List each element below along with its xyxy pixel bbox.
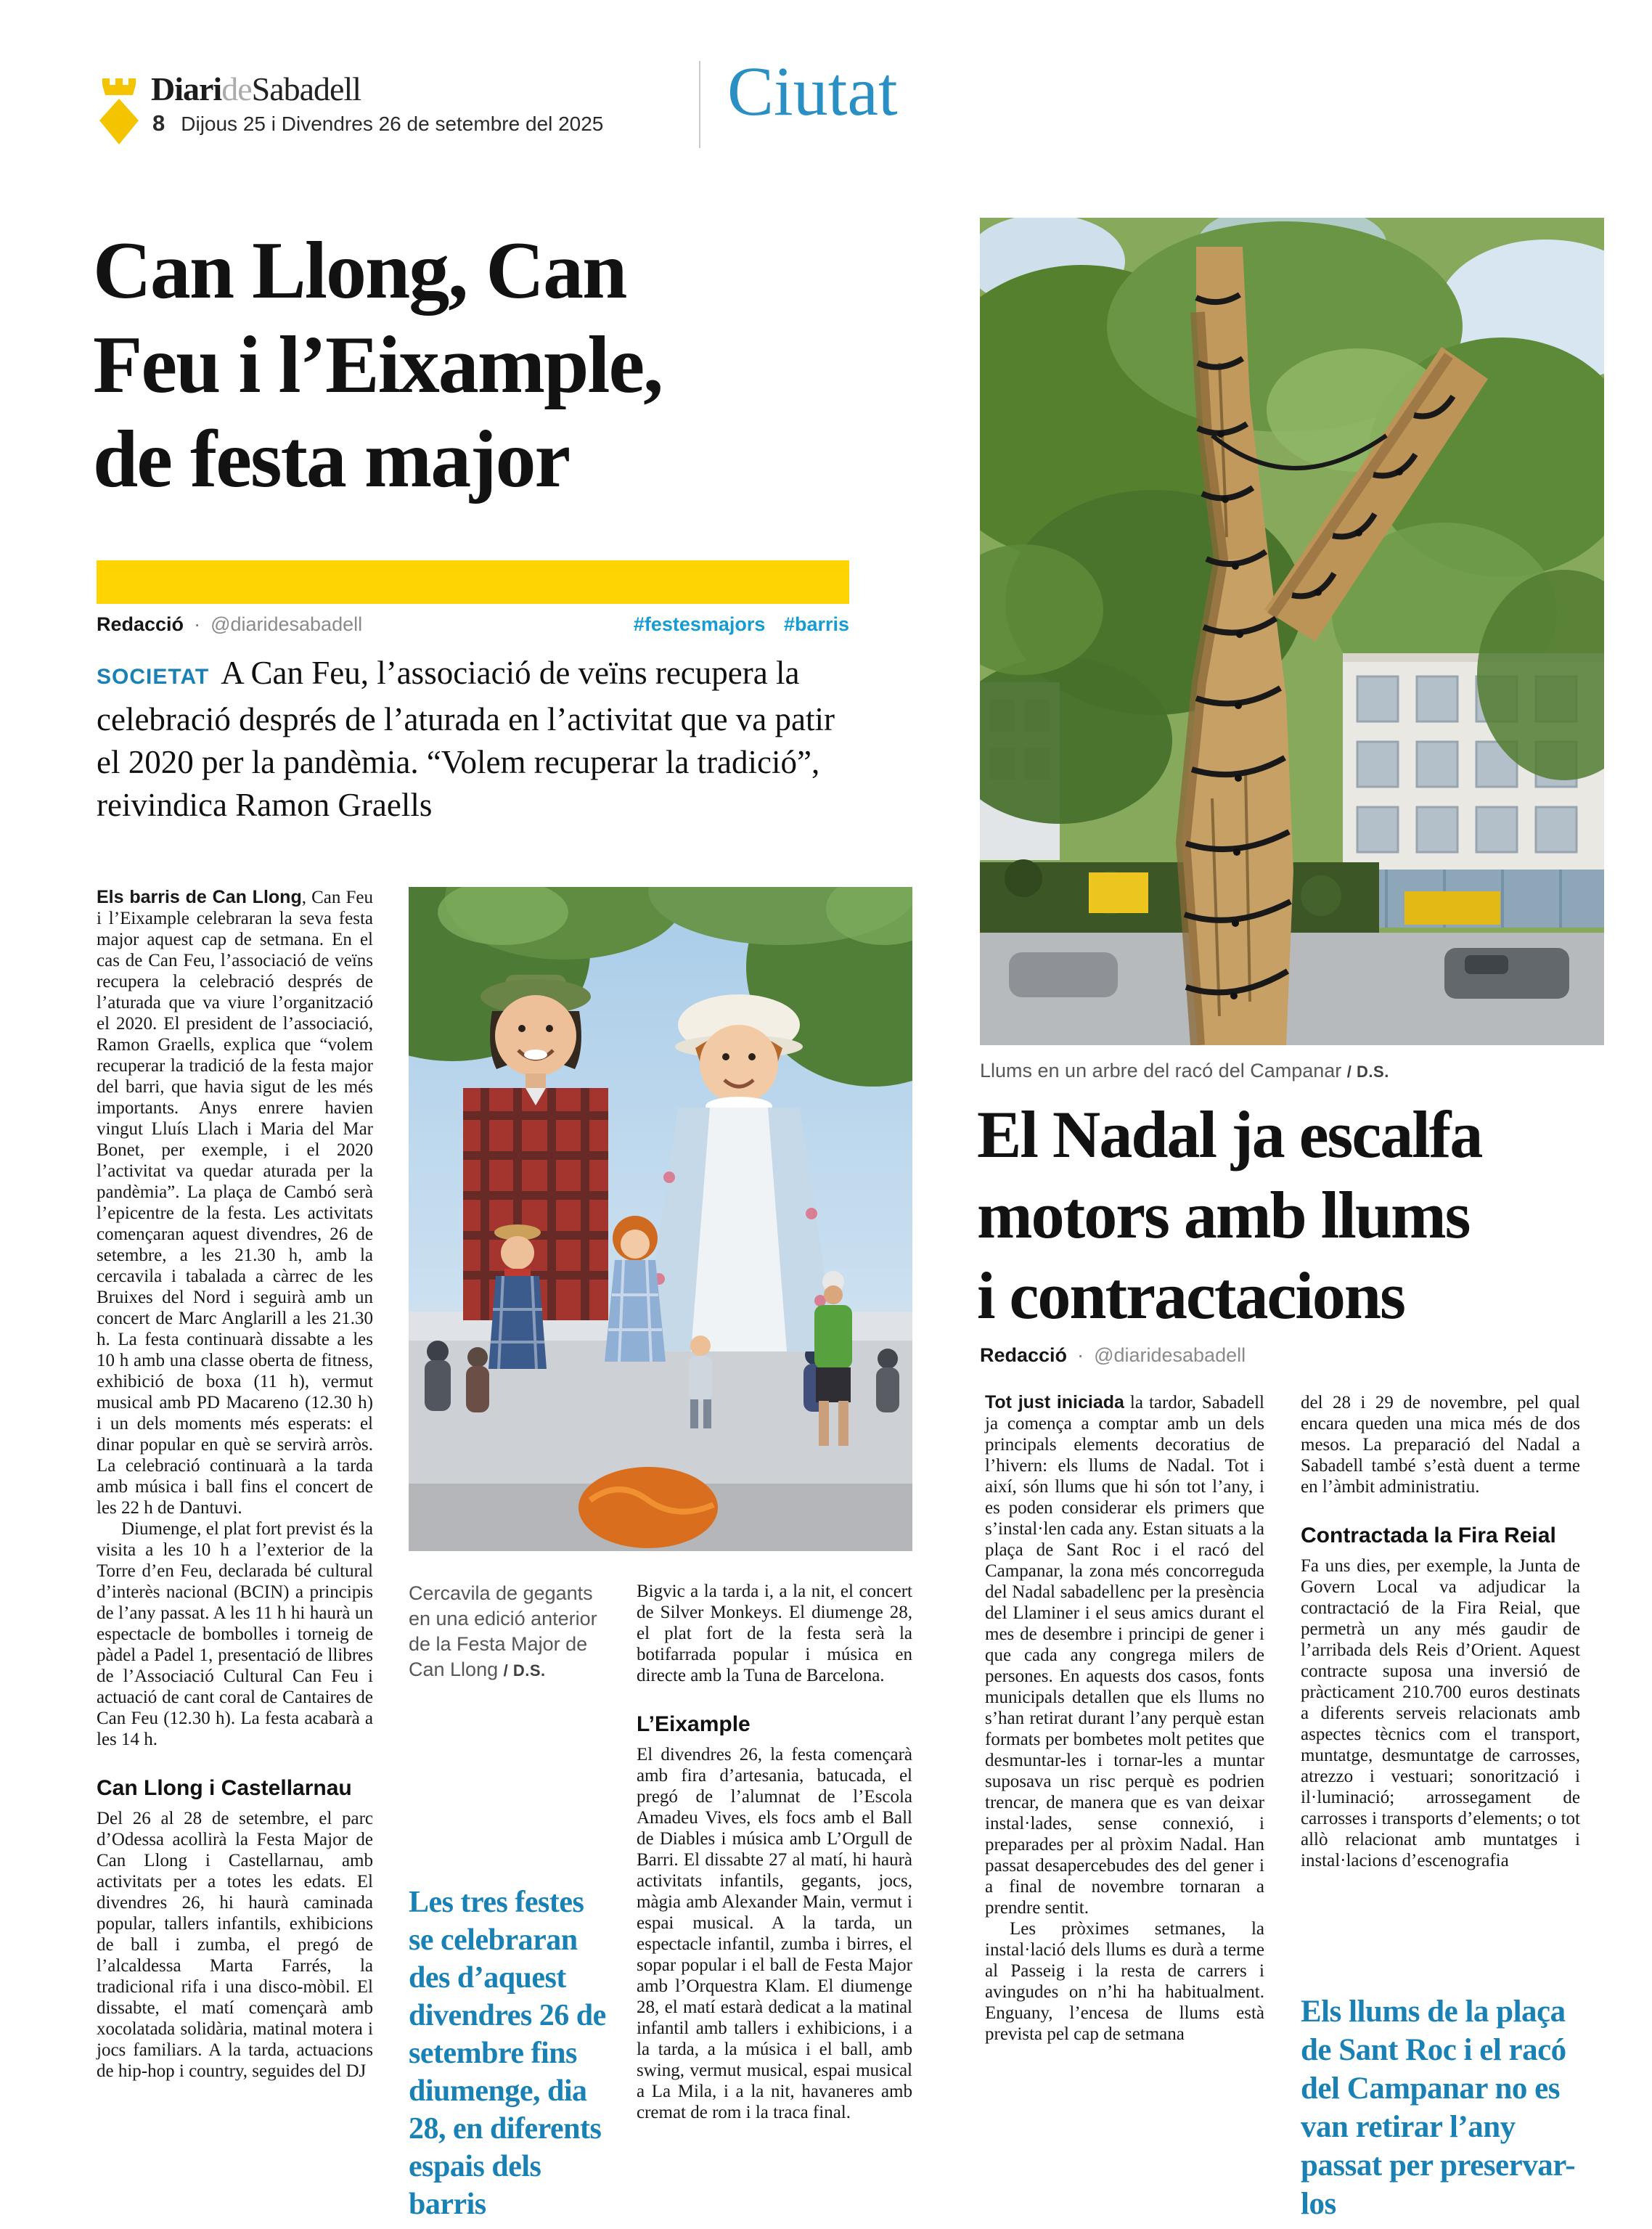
edition-date: Dijous 25 i Divendres 26 de setembre del 2025 [181,113,604,135]
left-article-column-1 [97,887,373,2082]
caption-text: Llums en un arbre del racó del Campanar [980,1060,1342,1081]
byline [97,613,362,636]
photo-credit: / D.S. [503,1661,546,1680]
hashtags [621,613,849,636]
subhead-can-llong-castellarnau: Can Llong i Castellarnau [97,1776,352,1800]
right-photo-caption [980,1058,1604,1084]
body-paragraph: Del 26 al 28 de setembre, el parc d’Odessa acollirà la Festa Major de Can Llong i Castellarnau, amb activitats per a totes les edats. El divendres 26, hi haurà caminada popular, tallers infantils, exhibicions de ball i zumba, el pregó de l’alcaldessa Marta Farrés, la tradicional rifa i una disco-mòbil. El dissabte, el matí començarà amb xocolatada solidària, matinal motera i jocs familiars. A la tarda, actuacions de hip-hop i country, seguides del DJ [97,1809,373,2081]
body-paragraph: Les pròximes setmanes, la instal·lació dels llums es durà a terme al Passeig i la resta de carrers i avingudes on n’hi ha habitualment. Enguany, l’encesa de llums està prevista pel cap de setmana [985,1919,1264,2044]
left-article-column-3 [637,1581,912,2123]
body-paragraph: Diumenge, el plat fort previst és la visita a les 10 h a l’exterior de la Torre d’en Feu, declarada bé cultural d’interès nacional (BCIN) a principis de l’any passat. A les 11 h hi haurà un espectacle de bombolles i torneig de pàdel a Padel 1, presentació de llibres de l’Associació Cultural Can Feu i actuació de cant coral de Cantaires de Can Feu (12.30 h). La festa acabarà a les 14 h. [97,1519,373,1749]
subhead-eixample: L’Eixample [637,1712,751,1736]
left-article-lead [97,652,863,827]
body-paragraph [985,1392,1264,1918]
right-byline-row [980,1344,1246,1367]
tree-lights-photo [980,218,1604,1045]
subhead-fira-reial: Contractada la Fira Reial [1301,1524,1556,1547]
body-paragraph [97,887,373,1518]
hashtag-barris[interactable]: #barris [783,613,849,635]
body-paragraph: Bigvic a la tarda i, a la nit, el concert de Silver Monkeys. El diumenge 28, el plat fort de la festa serà la botifarrada popular i música en directe amb la Tuna de Barcelona. [637,1582,912,1685]
body-paragraph: El divendres 26, la festa començarà amb fira d’artesania, batucada, el pregó de l’alumnat de l’Escola Amadeu Vives, els focs amb el Ball de Diables i música amb L’Orgull de Barri. El dissabte 27 al matí, hi haurà activitats infantils, gegants, jocs, màgia amb Alexander Main, vermut i espai musical. A la tarda, un espectacle infantil, zumba i birres, el sopar popular i el ball de Festa Major amb l’Orquestra Klam. El diumenge 28, el matí estarà dedicat a la matinal infantil amb tallers i exhibicions, i a la tarda, a la música i el ball, amb swing, vermut musical, espai musical a La Mila, i a la nit, havaneres amb cremat de rom i la traca final. [637,1745,912,2122]
left-photo-caption [409,1581,610,1683]
headline-line: Feu i l’Eixample, [93,320,663,410]
byline-separator: · [194,613,201,635]
photo-credit: / D.S. [1346,1063,1389,1081]
headline-line: motors amb llums [977,1178,1470,1252]
crest-icon [97,78,142,149]
gegant-girl-small [605,1216,666,1362]
paragraph-text: , Can Feu i l’Eixample celebraran la seva festa major aquest cap de setmana. En el cas de Can Feu, l’associació de veïns recupera la celebració després de l’aturada que va viure l’organització el 2020. El president de l’associació, Ramon Graells, explica que “volem recuperar la tradició de la festa major del barri, que havia sigut de les més importants. Anys enrere havien vingut Lluís Llach i Maria del Mar Bonet, per exemple, i el 2020 l’activitat va quedar aturada per la pandèmia”. La plaça de Cambó serà l’epicentre de la festa. Les activitats començaran aquest divendres, 26 de setembre, a les 21.30 h, amb la cercavila i tabalada a càrrec de les Bruixes del Nord i seguirà amb un concert de Marc Anglarill a les 21.30 h. La festa continuarà dissabte a les 10 h amb una classe oberta de fitness, exhibició de boxa (11 h), vermut musical amb PD Macareno (12.30 h) i un dels moments més esperats: el dinar popular en què se servirà arròs. La celebració continuarà a la tarda amb música i ball fins el concert de les 22 h de Dantuvi. [97,888,373,1518]
paragraph-lead-in: Tot just iniciada [985,1392,1124,1412]
brand-sabadell: Sabadell [251,70,361,107]
right-article-column-1 [985,1392,1264,2045]
body-paragraph: Fa uns dies, per exemple, la Junta de Govern Local va adjudicar la contractació de la Fira Reial, que permetrà un any més gaudir de l’arribada dels Reis d’Orient. Aquest contracte suposa una inversió de pràcticament 210.700 euros destinats a diferents serveis relacionats amb aspectes tècnics com el transport, muntatge, desmuntatge de carrosses, atrezzo i vestuari; sonorització i il·luminació; arrossegament de carrosses i transports d’elements; o tot allò relacionat amb muntatges i instal·lacions d’escenografia [1301,1556,1580,1870]
brand-diari: Diari [151,70,222,107]
left-byline-row [97,613,849,636]
headline-line: i contractacions [977,1259,1404,1333]
folio-line [152,110,603,136]
left-article-headline [93,224,913,507]
hashtag-festesmajors[interactable]: #festesmajors [633,613,766,635]
caption-text: Cercavila de gegants en una edició anterior de la Festa Major de Can Llong [409,1582,597,1680]
paragraph-lead-in: Els barris de Can Llong [97,887,302,907]
page-number: 8 [152,110,165,136]
lead-text: A Can Feu, l’associació de veïns recupera la celebració després de l’aturada en l’activitat que va patir el 2020 per la pandèmia. “Volem recuperar la tradició”, reivindica Ramon Graells [97,655,835,823]
highlight-bar [97,560,849,604]
headline-line: El Nadal ja escalfa [977,1097,1482,1171]
gegants-photo-illustration [409,887,912,1551]
byline-separator: · [1077,1344,1084,1366]
left-pull-quote: Les tres festes se celebraran des d’aquest divendres 26 de setembre fins diumenge, dia 28, en diferents espais dels barris [409,1886,606,2221]
right-article-column-2 [1301,1392,1580,1871]
right-pull-quote: Els llums de la plaça de Sant Roc i el racó del Campanar no es van retirar l’any passat per preservar-los [1301,1995,1576,2221]
brand-de: de [221,70,252,107]
headline-line: de festa major [93,414,570,504]
paragraph-text: la tardor, Sabadell ja comença a comptar amb un dels principals elements decoratius de l’hivern: els llums de Nadal. Tot i així, són llums que hi són tot l’any, i es poden considerar els primers que s’instal·len cada any. Estan situats a la plaça de Sant Roc i el racó del Campanar, la zona més concorreguda del Nadal sabadellenc per la presència del Llaminer i el seus amics durant el mes de desembre i principi de gener i que cada any congrega milers de persones. En aquests dos casos, fonts municipals detallen que els llums no s’han retirat durant l’any perquè estan formats per bombetes molt petites que desmuntar-les i tornar-les a muntar suposava un risc perquè es podrien trencar, de manera que es van deixar instal·lades, sense connexió, i preparades per al pròxim Nadal. Han passat desapercebudes des del gener i a final de novembre tornaran a prendre sentit. [985,1393,1264,1918]
byline-handle[interactable]: @diaridesabadell [210,613,363,635]
byline-author: Redacció [980,1344,1068,1366]
section-divider [699,61,700,148]
byline-author: Redacció [97,613,184,635]
right-article-headline [977,1095,1616,1336]
masthead-brand [151,70,361,108]
kicker-label: SOCIETAT [97,665,210,689]
section-title: Ciutat [727,52,898,130]
body-paragraph: del 28 i 29 de novembre, pel qual encara queden una mica més de dos mesos. La preparació del Nadal a Sabadell també s’està duent a terme en l’àmbit administratiu. [1301,1393,1580,1497]
byline-handle[interactable]: @diaridesabadell [1094,1344,1246,1366]
gegants-photo [409,887,912,1551]
headline-line: Can Llong, Can [93,226,626,316]
tree-lights-photo-illustration [980,218,1604,1045]
